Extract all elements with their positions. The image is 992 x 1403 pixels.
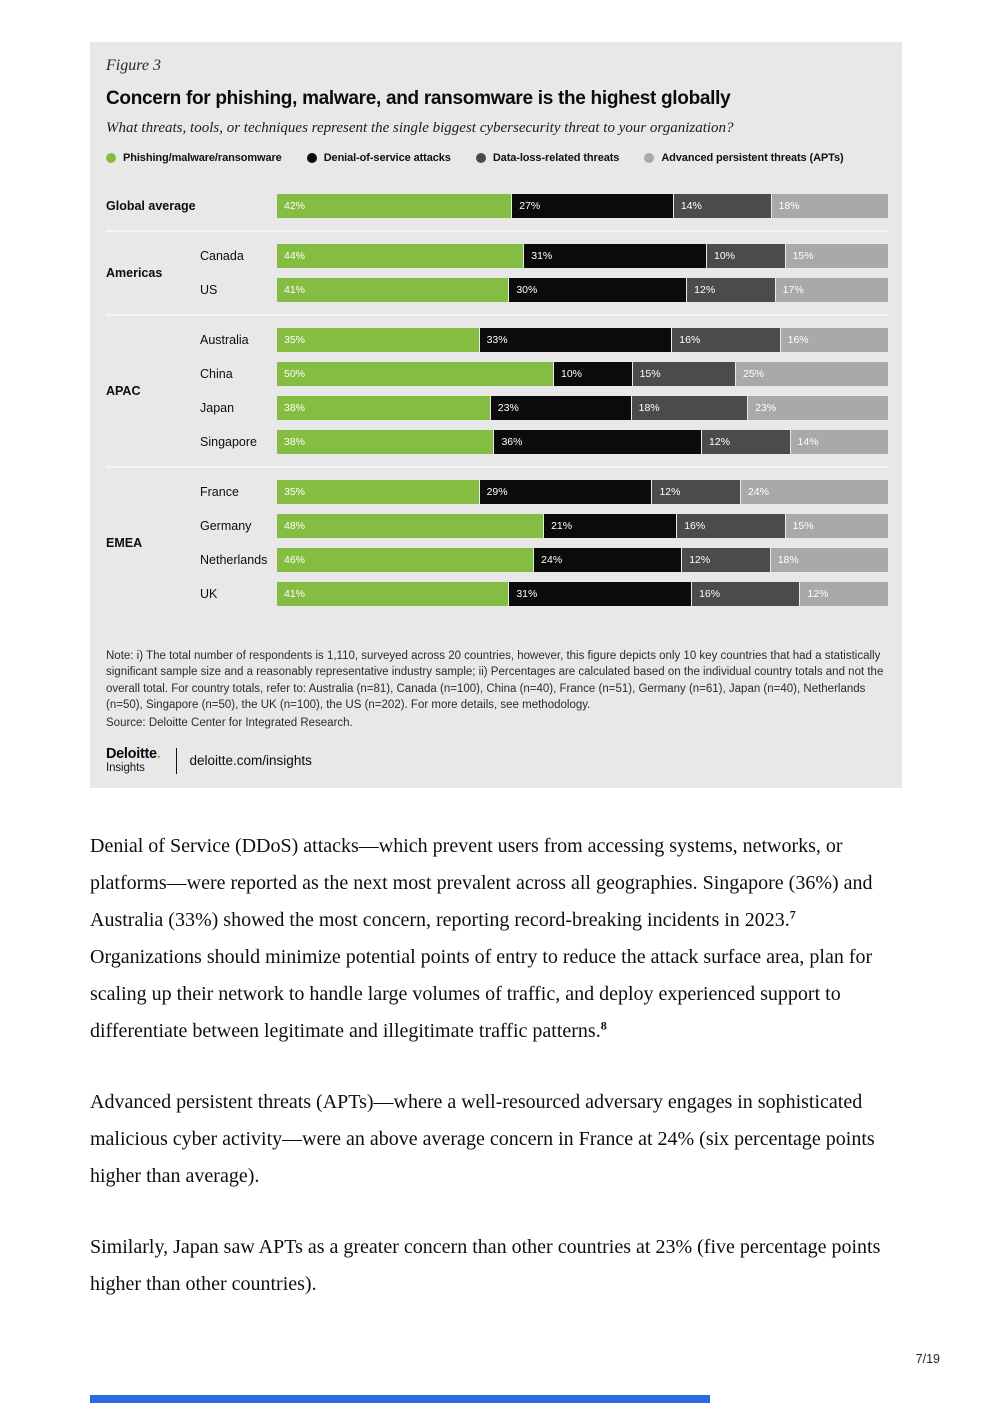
row-label: Netherlands [200, 553, 268, 567]
bar-segment: 21% [543, 514, 676, 538]
body-text [90, 828, 890, 1337]
legend-dot-icon [476, 153, 486, 163]
deloitte-insights-logo [106, 747, 161, 775]
chart-row [200, 244, 888, 268]
bar-segment: 41% [277, 278, 508, 302]
brand-divider [176, 748, 177, 774]
bar-segment: 24% [533, 548, 681, 572]
bar-segment: 16% [676, 514, 784, 538]
bar-segment: 18% [770, 548, 888, 572]
group-separator [106, 466, 888, 468]
group-label: APAC [106, 384, 141, 398]
footnote-ref[interactable]: 7 [789, 907, 796, 922]
group-label: Americas [106, 266, 163, 280]
figure-note: Note: i) The total number of respondents is 1,110, surveyed across 20 countries, however, this figure depicts only 10 key countries that had a statistically significant sample size and a reasonably representative industry sample; ii) Percentages are calculated based on the individual country totals and not the overall total. For country totals, refer to: Australia (n=81), Canada (n=100), China (n=40), France (n=51), Germany (n=61), Japan (n=40), Netherlands (n=50), Singapore (n=50), the UK (n=100), the US (n=202). For more details, see methodology. [106, 650, 884, 712]
bar-segment: 14% [790, 430, 888, 454]
bar-segment: 35% [277, 328, 479, 352]
chart-row [200, 362, 888, 386]
legend-dot-icon [644, 153, 654, 163]
bar-segment: 17% [775, 278, 888, 302]
bar-segment: 42% [277, 194, 511, 218]
bar-segment: 33% [479, 328, 672, 352]
bar-segment: 29% [479, 480, 652, 504]
chart-row [200, 430, 888, 454]
bar-segment: 15% [632, 362, 735, 386]
figure-question: What threats, tools, or techniques represent the single biggest cybersecurity threat to your organization? [106, 120, 734, 136]
bar-segment: 35% [277, 480, 479, 504]
bar-segment: 18% [631, 396, 748, 420]
bar-segment: 16% [780, 328, 888, 352]
stacked-bar-chart [106, 194, 888, 606]
bar-segment: 46% [277, 548, 533, 572]
brand-row [106, 747, 888, 775]
chart-row [200, 514, 888, 538]
stacked-bar [277, 430, 888, 454]
row-label: US [200, 283, 218, 297]
bar-segment: 38% [277, 396, 490, 420]
chart-row [200, 582, 888, 606]
figure-source: Source: Deloitte Center for Integrated Research. [106, 716, 353, 729]
bar-segment: 12% [651, 480, 740, 504]
group-separator [106, 314, 888, 316]
deloitte-url-link[interactable]: deloitte.com/insights [189, 753, 312, 768]
deloitte-green-dot-icon: . [156, 745, 161, 762]
chart-row [200, 548, 888, 572]
bar-segment: 31% [508, 582, 691, 606]
row-label: Canada [200, 249, 244, 263]
legend-item [476, 152, 620, 164]
chart-group [106, 244, 888, 302]
legend-item [307, 152, 451, 164]
bar-segment: 16% [691, 582, 799, 606]
body-paragraph: Advanced persistent threats (APTs)—where a well-resourced adversary engages in sophisticated malicious cyber activity—were an above average concern in France at 24% (six percentage points higher than average). [90, 1091, 875, 1187]
row-label: Australia [200, 333, 249, 347]
stacked-bar [277, 362, 888, 386]
legend-label: Advanced persistent threats (APTs) [661, 152, 844, 164]
brand-sub: Insights [106, 762, 145, 775]
row-label: Germany [200, 519, 252, 533]
chart-row [200, 328, 888, 352]
bar-segment: 24% [740, 480, 888, 504]
row-label: France [200, 485, 239, 499]
bar-segment: 25% [735, 362, 888, 386]
bar-segment: 38% [277, 430, 493, 454]
group-separator [106, 230, 888, 232]
legend-dot-icon [307, 153, 317, 163]
stacked-bar [277, 244, 888, 268]
bar-segment: 14% [673, 194, 771, 218]
stacked-bar [277, 548, 888, 572]
bar-segment: 12% [681, 548, 770, 572]
legend-item [644, 152, 843, 164]
bar-segment: 12% [799, 582, 888, 606]
bar-segment: 10% [553, 362, 632, 386]
legend-label: Phishing/malware/ransomware [123, 152, 282, 164]
chart-group [106, 194, 888, 218]
chart-row [200, 278, 888, 302]
body-paragraph: Similarly, Japan saw APTs as a greater concern than other countries at 23% (five percentage points higher than other countries). [90, 1236, 881, 1295]
bar-segment: 16% [671, 328, 779, 352]
row-label: China [200, 367, 233, 381]
figure-label: Figure 3 [106, 57, 161, 74]
bar-segment: 15% [785, 514, 888, 538]
bar-segment: 44% [277, 244, 523, 268]
bar-segment: 48% [277, 514, 543, 538]
stacked-bar [277, 194, 888, 218]
chart-group [106, 480, 888, 606]
body-paragraph: Denial of Service (DDoS) attacks—which prevent users from accessing systems, networks, or platforms—were reported as the next most prevalent across all geographies. Singapore (36%) and Australia (33%) showed the most concern, reporting record-breaking incidents in 2023.$^7$ Organizations should minimize potential points of entry to reduce the attack surface area, plan for scaling up their network to handle large volumes of traffic, and deploy experienced support to differentiate between legitimate and illegitimate traffic patterns.$^8$ [90, 835, 873, 1042]
legend-label: Data-loss-related threats [492, 152, 620, 164]
bar-segment: 23% [490, 396, 631, 420]
bar-segment: 50% [277, 362, 553, 386]
chart-row [200, 480, 888, 504]
chart-row [200, 194, 888, 218]
bar-segment: 23% [747, 396, 888, 420]
bar-segment: 10% [706, 244, 785, 268]
bar-segment: 41% [277, 582, 508, 606]
row-label: Singapore [200, 435, 257, 449]
stacked-bar [277, 514, 888, 538]
group-label: EMEA [106, 536, 143, 550]
legend-dot-icon [106, 153, 116, 163]
group-label: Global average [106, 199, 196, 213]
bar-segment: 12% [686, 278, 775, 302]
footnote-ref[interactable]: 8 [600, 1018, 607, 1033]
chart-group [106, 328, 888, 454]
group-rows [200, 244, 888, 302]
brand-name: Deloitte [106, 745, 157, 762]
bar-segment: 30% [508, 278, 686, 302]
bar-segment: 31% [523, 244, 706, 268]
row-label: UK [200, 587, 218, 601]
group-rows [200, 480, 888, 606]
group-rows [200, 328, 888, 454]
chart-row [200, 396, 888, 420]
stacked-bar [277, 396, 888, 420]
legend-label: Denial-of-service attacks [323, 152, 451, 164]
bar-segment: 18% [771, 194, 888, 218]
row-label: Japan [200, 401, 235, 415]
stacked-bar [277, 278, 888, 302]
bar-segment: 15% [785, 244, 888, 268]
stacked-bar [277, 328, 888, 352]
bar-segment: 36% [493, 430, 701, 454]
legend-item [106, 152, 282, 164]
page-number: 7/19 [915, 1352, 940, 1366]
group-rows [200, 194, 888, 218]
stacked-bar [277, 582, 888, 606]
footer-accent-bar [90, 1395, 710, 1403]
brand-wordmark [106, 747, 161, 762]
figure-title: Concern for phishing, malware, and ransomware is the highest globally [106, 88, 731, 109]
figure-3-panel [90, 42, 902, 788]
chart-legend [106, 152, 888, 164]
bar-segment: 27% [511, 194, 673, 218]
stacked-bar [277, 480, 888, 504]
bar-segment: 12% [701, 430, 790, 454]
